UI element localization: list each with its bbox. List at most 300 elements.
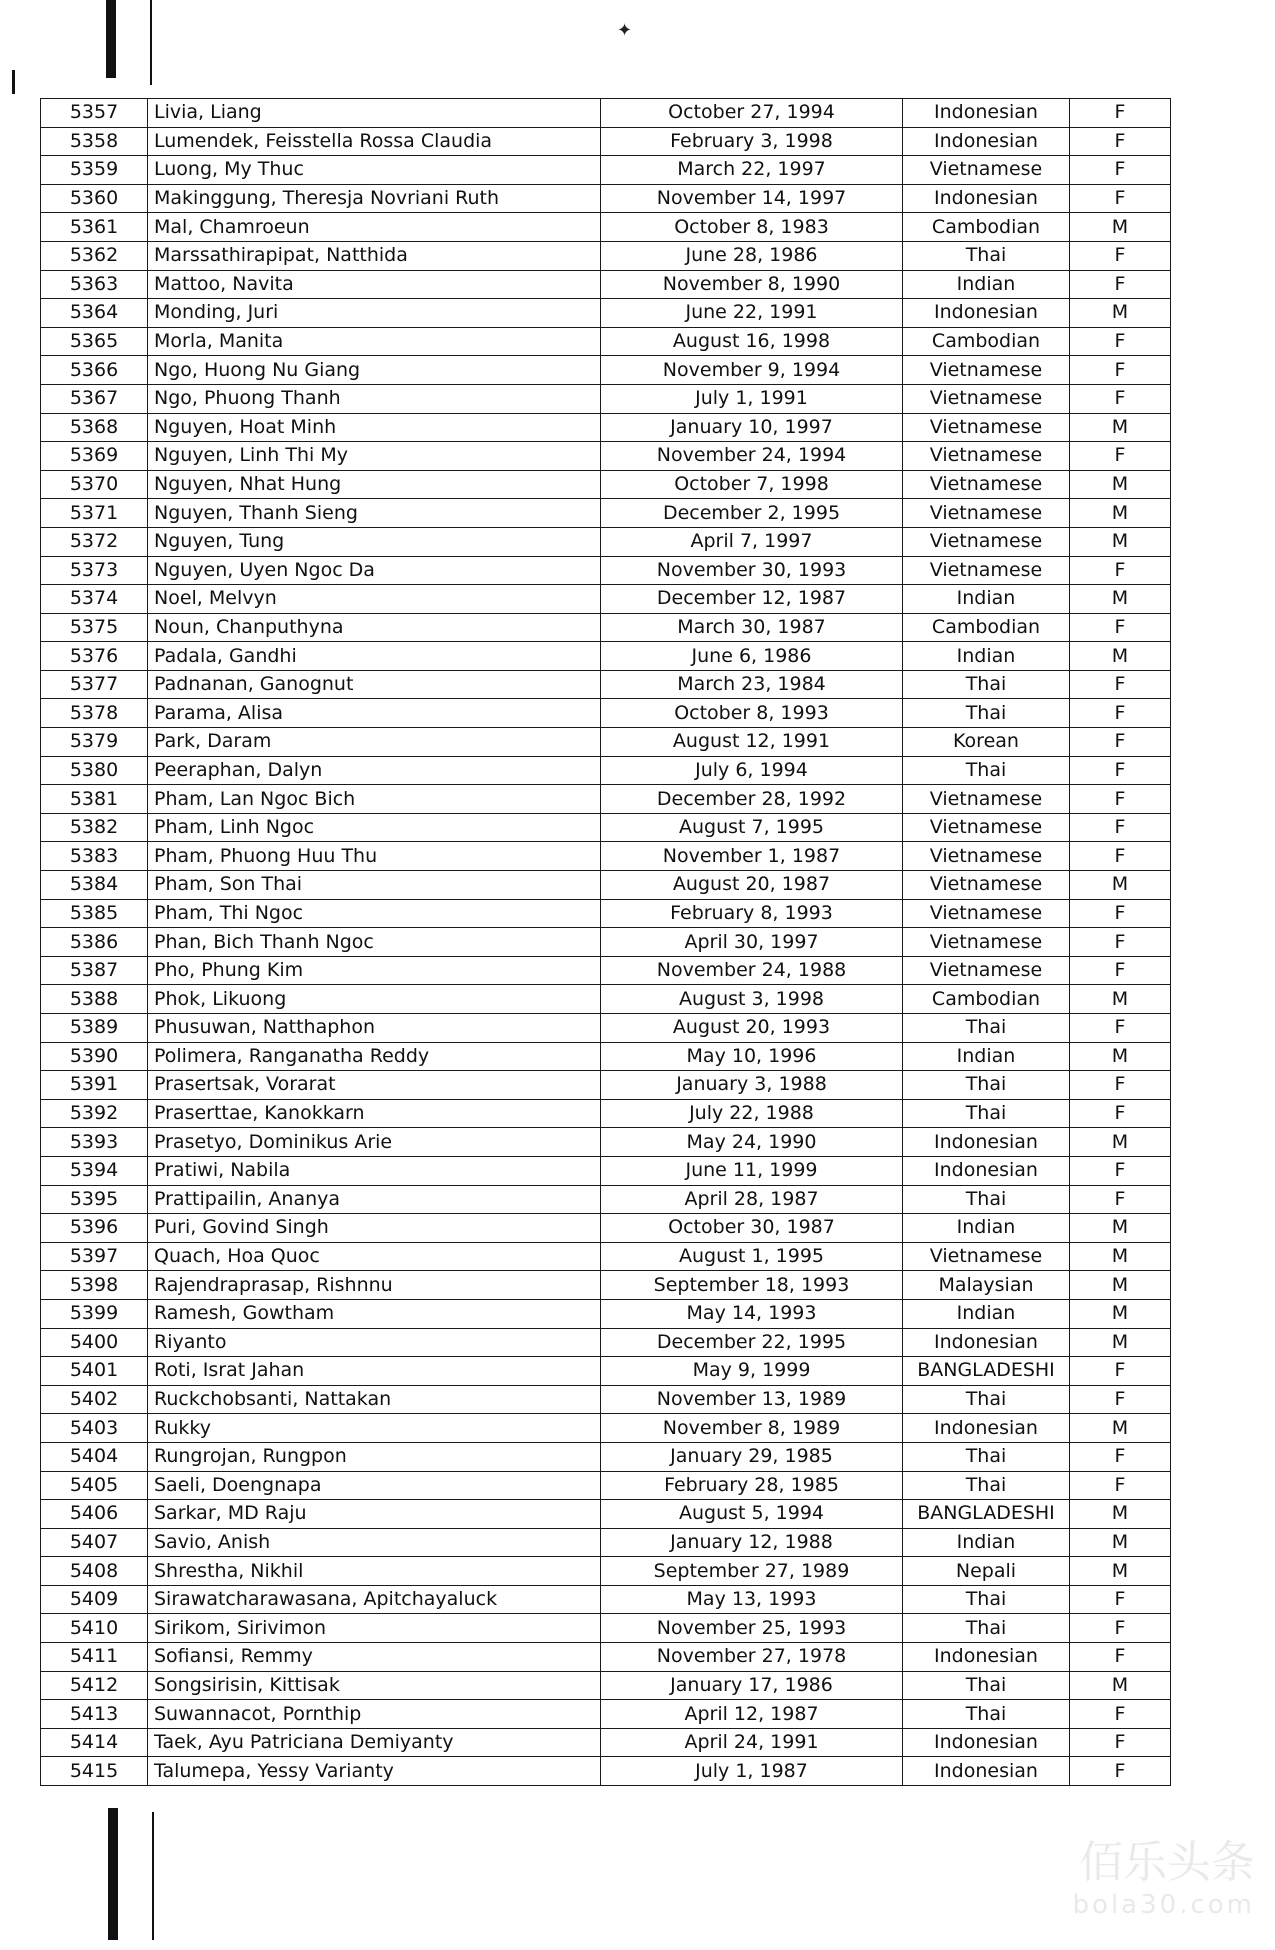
cell-name: Sirikom, Sirivimon [148, 1614, 601, 1643]
cell-nationality: Vietnamese [903, 785, 1070, 814]
cell-name: Savio, Anish [148, 1528, 601, 1557]
cell-sex: M [1070, 499, 1171, 528]
cell-name: Nguyen, Nhat Hung [148, 470, 601, 499]
cell-date-of-birth: January 29, 1985 [601, 1442, 903, 1471]
table-row [41, 1557, 1171, 1586]
cell-id: 5359 [41, 156, 148, 185]
cell-sex: F [1070, 1099, 1171, 1128]
cell-date-of-birth: December 2, 1995 [601, 499, 903, 528]
cell-date-of-birth: November 9, 1994 [601, 356, 903, 385]
cell-id: 5400 [41, 1328, 148, 1357]
cell-nationality: Vietnamese [903, 384, 1070, 413]
cell-nationality: Thai [903, 1099, 1070, 1128]
table-row [41, 871, 1171, 900]
cell-sex: F [1070, 842, 1171, 871]
cell-date-of-birth: August 12, 1991 [601, 728, 903, 757]
roster-table [40, 98, 1171, 1786]
cell-name: Rukky [148, 1414, 601, 1443]
cell-nationality: Thai [903, 1471, 1070, 1500]
cell-nationality: Indian [903, 270, 1070, 299]
cell-id: 5404 [41, 1442, 148, 1471]
cell-nationality: Vietnamese [903, 470, 1070, 499]
cell-id: 5384 [41, 871, 148, 900]
cell-sex: F [1070, 1585, 1171, 1614]
cell-date-of-birth: November 30, 1993 [601, 556, 903, 585]
cell-sex: F [1070, 670, 1171, 699]
cell-sex: F [1070, 1156, 1171, 1185]
cell-nationality: Indonesian [903, 1757, 1070, 1786]
table-row [41, 1671, 1171, 1700]
cell-sex: F [1070, 384, 1171, 413]
cell-name: Pham, Phuong Huu Thu [148, 842, 601, 871]
cell-id: 5402 [41, 1385, 148, 1414]
cell-date-of-birth: November 24, 1994 [601, 442, 903, 471]
cell-sex: F [1070, 327, 1171, 356]
cell-date-of-birth: November 8, 1990 [601, 270, 903, 299]
cell-date-of-birth: November 13, 1989 [601, 1385, 903, 1414]
cell-date-of-birth: July 22, 1988 [601, 1099, 903, 1128]
cell-nationality: Indian [903, 1299, 1070, 1328]
table-row [41, 1414, 1171, 1443]
cell-name: Pratiwi, Nabila [148, 1156, 601, 1185]
cell-nationality: Cambodian [903, 985, 1070, 1014]
cell-name: Lumendek, Feisstella Rossa Claudia [148, 127, 601, 156]
cell-name: Puri, Govind Singh [148, 1214, 601, 1243]
cell-name: Taek, Ayu Patriciana Demiyanty [148, 1728, 601, 1757]
cell-name: Noun, Chanputhyna [148, 613, 601, 642]
cell-sex: F [1070, 1385, 1171, 1414]
cell-nationality: Vietnamese [903, 871, 1070, 900]
cell-id: 5372 [41, 527, 148, 556]
table-row [41, 327, 1171, 356]
cell-sex: M [1070, 1500, 1171, 1529]
cell-name: Mal, Chamroeun [148, 213, 601, 242]
table-row [41, 1585, 1171, 1614]
table-row [41, 1271, 1171, 1300]
cell-date-of-birth: January 17, 1986 [601, 1671, 903, 1700]
cell-id: 5411 [41, 1643, 148, 1672]
table-row [41, 213, 1171, 242]
table-row [41, 613, 1171, 642]
table-row [41, 728, 1171, 757]
table-row [41, 99, 1171, 128]
table-row [41, 928, 1171, 957]
cell-name: Pham, Thi Ngoc [148, 899, 601, 928]
cell-id: 5413 [41, 1700, 148, 1729]
cell-nationality: Indonesian [903, 1156, 1070, 1185]
cell-nationality: Indian [903, 585, 1070, 614]
cell-sex: M [1070, 985, 1171, 1014]
cell-nationality: Indonesian [903, 1728, 1070, 1757]
cell-sex: F [1070, 1643, 1171, 1672]
cell-sex: M [1070, 1328, 1171, 1357]
cell-sex: F [1070, 1700, 1171, 1729]
cell-id: 5360 [41, 184, 148, 213]
cell-nationality: Cambodian [903, 613, 1070, 642]
cell-nationality: BANGLADESHI [903, 1357, 1070, 1386]
cell-nationality: Vietnamese [903, 899, 1070, 928]
table-row [41, 184, 1171, 213]
cell-date-of-birth: May 14, 1993 [601, 1299, 903, 1328]
cell-date-of-birth: April 24, 1991 [601, 1728, 903, 1757]
cell-date-of-birth: October 8, 1993 [601, 699, 903, 728]
cell-date-of-birth: December 12, 1987 [601, 585, 903, 614]
table-row [41, 1471, 1171, 1500]
cell-id: 5357 [41, 99, 148, 128]
cell-nationality: Indian [903, 1528, 1070, 1557]
cell-date-of-birth: September 18, 1993 [601, 1271, 903, 1300]
cell-nationality: Vietnamese [903, 413, 1070, 442]
cell-nationality: Thai [903, 1071, 1070, 1100]
cell-id: 5408 [41, 1557, 148, 1586]
cell-id: 5414 [41, 1728, 148, 1757]
cell-name: Riyanto [148, 1328, 601, 1357]
cell-nationality: Thai [903, 699, 1070, 728]
cell-nationality: Thai [903, 1185, 1070, 1214]
cell-date-of-birth: March 30, 1987 [601, 613, 903, 642]
cell-nationality: Nepali [903, 1557, 1070, 1586]
cell-id: 5370 [41, 470, 148, 499]
cell-sex: F [1070, 356, 1171, 385]
cell-date-of-birth: June 11, 1999 [601, 1156, 903, 1185]
cell-date-of-birth: August 5, 1994 [601, 1500, 903, 1529]
cell-name: Marssathirapipat, Natthida [148, 241, 601, 270]
cell-nationality: Thai [903, 756, 1070, 785]
cell-name: Roti, Israt Jahan [148, 1357, 601, 1386]
cell-date-of-birth: February 3, 1998 [601, 127, 903, 156]
cell-nationality: Korean [903, 728, 1070, 757]
cell-nationality: Indian [903, 1042, 1070, 1071]
cell-date-of-birth: June 22, 1991 [601, 299, 903, 328]
table-row [41, 1128, 1171, 1157]
cell-id: 5403 [41, 1414, 148, 1443]
cell-date-of-birth: September 27, 1989 [601, 1557, 903, 1586]
table-row [41, 299, 1171, 328]
cell-sex: F [1070, 928, 1171, 957]
cell-id: 5373 [41, 556, 148, 585]
cell-date-of-birth: June 28, 1986 [601, 241, 903, 270]
cell-name: Monding, Juri [148, 299, 601, 328]
cell-name: Quach, Hoa Quoc [148, 1242, 601, 1271]
watermark-logo [955, 1826, 1255, 1936]
cell-date-of-birth: November 8, 1989 [601, 1414, 903, 1443]
table-row [41, 956, 1171, 985]
scan-binding-mark-bottom [108, 1808, 118, 1940]
cell-nationality: Thai [903, 1671, 1070, 1700]
cell-sex: F [1070, 899, 1171, 928]
cell-name: Phan, Bich Thanh Ngoc [148, 928, 601, 957]
cell-id: 5406 [41, 1500, 148, 1529]
table-row [41, 985, 1171, 1014]
cell-id: 5380 [41, 756, 148, 785]
cell-sex: F [1070, 785, 1171, 814]
cell-date-of-birth: August 20, 1987 [601, 871, 903, 900]
scan-edge-tick [12, 70, 15, 94]
table-row [41, 384, 1171, 413]
cell-id: 5375 [41, 613, 148, 642]
cell-nationality: Indonesian [903, 1128, 1070, 1157]
cell-sex: F [1070, 756, 1171, 785]
cell-date-of-birth: June 6, 1986 [601, 642, 903, 671]
cell-id: 5407 [41, 1528, 148, 1557]
cell-sex: M [1070, 1042, 1171, 1071]
cell-id: 5374 [41, 585, 148, 614]
cell-date-of-birth: February 28, 1985 [601, 1471, 903, 1500]
cell-name: Nguyen, Linh Thi My [148, 442, 601, 471]
cell-sex: F [1070, 613, 1171, 642]
cell-sex: F [1070, 184, 1171, 213]
cell-date-of-birth: November 24, 1988 [601, 956, 903, 985]
roster-table-body [41, 99, 1171, 1786]
cell-id: 5397 [41, 1242, 148, 1271]
table-row [41, 1700, 1171, 1729]
cell-date-of-birth: May 13, 1993 [601, 1585, 903, 1614]
cell-nationality: Indian [903, 642, 1070, 671]
table-row [41, 470, 1171, 499]
cell-name: Mattoo, Navita [148, 270, 601, 299]
cell-name: Songsirisin, Kittisak [148, 1671, 601, 1700]
cell-id: 5365 [41, 327, 148, 356]
cell-date-of-birth: August 3, 1998 [601, 985, 903, 1014]
cell-name: Shrestha, Nikhil [148, 1557, 601, 1586]
cell-date-of-birth: October 30, 1987 [601, 1214, 903, 1243]
cell-date-of-birth: April 30, 1997 [601, 928, 903, 957]
table-row [41, 756, 1171, 785]
cell-name: Makinggung, Theresja Novriani Ruth [148, 184, 601, 213]
cell-sex: M [1070, 1271, 1171, 1300]
cell-name: Ngo, Huong Nu Giang [148, 356, 601, 385]
cell-name: Morla, Manita [148, 327, 601, 356]
cell-nationality: Malaysian [903, 1271, 1070, 1300]
cell-id: 5410 [41, 1614, 148, 1643]
cell-id: 5379 [41, 728, 148, 757]
cell-nationality: Cambodian [903, 213, 1070, 242]
cell-name: Polimera, Ranganatha Reddy [148, 1042, 601, 1071]
cell-sex: M [1070, 1557, 1171, 1586]
table-row [41, 785, 1171, 814]
cell-date-of-birth: October 7, 1998 [601, 470, 903, 499]
table-row [41, 1528, 1171, 1557]
cell-sex: F [1070, 1614, 1171, 1643]
cell-name: Rajendraprasap, Rishnnu [148, 1271, 601, 1300]
cell-nationality: Thai [903, 1585, 1070, 1614]
table-row [41, 1014, 1171, 1043]
cell-sex: F [1070, 728, 1171, 757]
cell-nationality: Vietnamese [903, 842, 1070, 871]
cell-id: 5386 [41, 928, 148, 957]
scan-binding-mark-top-thin [150, 0, 152, 85]
table-row [41, 442, 1171, 471]
cell-date-of-birth: August 20, 1993 [601, 1014, 903, 1043]
cell-name: Talumepa, Yessy Varianty [148, 1757, 601, 1786]
cell-name: Saeli, Doengnapa [148, 1471, 601, 1500]
cell-name: Prasertsak, Vorarat [148, 1071, 601, 1100]
table-row [41, 1328, 1171, 1357]
cell-id: 5391 [41, 1071, 148, 1100]
table-row [41, 1614, 1171, 1643]
cell-name: Praserttae, Kanokkarn [148, 1099, 601, 1128]
cell-id: 5382 [41, 813, 148, 842]
cell-name: Parama, Alisa [148, 699, 601, 728]
cell-date-of-birth: January 12, 1988 [601, 1528, 903, 1557]
cell-date-of-birth: December 22, 1995 [601, 1328, 903, 1357]
cell-sex: F [1070, 156, 1171, 185]
cell-date-of-birth: March 23, 1984 [601, 670, 903, 699]
cell-nationality: Vietnamese [903, 928, 1070, 957]
cell-date-of-birth: February 8, 1993 [601, 899, 903, 928]
table-row [41, 556, 1171, 585]
cell-id: 5395 [41, 1185, 148, 1214]
table-row [41, 1643, 1171, 1672]
table-row [41, 813, 1171, 842]
cell-sex: F [1070, 1757, 1171, 1786]
cell-nationality: Thai [903, 1700, 1070, 1729]
table-row [41, 1385, 1171, 1414]
cell-id: 5378 [41, 699, 148, 728]
cell-name: Rungrojan, Rungpon [148, 1442, 601, 1471]
cell-nationality: Thai [903, 670, 1070, 699]
table-row [41, 699, 1171, 728]
cell-name: Livia, Liang [148, 99, 601, 128]
cell-nationality: Vietnamese [903, 499, 1070, 528]
cell-sex: M [1070, 585, 1171, 614]
watermark-main-text: 佰乐头条 [1079, 1837, 1255, 1888]
scan-binding-mark-top [106, 0, 116, 78]
cell-id: 5392 [41, 1099, 148, 1128]
cell-id: 5394 [41, 1156, 148, 1185]
cell-sex: F [1070, 699, 1171, 728]
table-row [41, 413, 1171, 442]
table-row [41, 1099, 1171, 1128]
cell-sex: F [1070, 1471, 1171, 1500]
cell-id: 5361 [41, 213, 148, 242]
cell-name: Nguyen, Tung [148, 527, 601, 556]
cell-sex: M [1070, 527, 1171, 556]
cell-nationality: Vietnamese [903, 813, 1070, 842]
table-row [41, 842, 1171, 871]
cell-sex: F [1070, 270, 1171, 299]
cell-nationality: Thai [903, 1614, 1070, 1643]
cell-name: Nguyen, Hoat Minh [148, 413, 601, 442]
cell-date-of-birth: May 24, 1990 [601, 1128, 903, 1157]
scan-speck: ✦ [617, 20, 633, 41]
table-row [41, 527, 1171, 556]
cell-name: Phusuwan, Natthaphon [148, 1014, 601, 1043]
cell-sex: M [1070, 1414, 1171, 1443]
cell-nationality: Indonesian [903, 1328, 1070, 1357]
cell-sex: M [1070, 413, 1171, 442]
table-row [41, 356, 1171, 385]
cell-sex: M [1070, 1214, 1171, 1243]
cell-date-of-birth: August 16, 1998 [601, 327, 903, 356]
cell-date-of-birth: January 10, 1997 [601, 413, 903, 442]
table-row [41, 1242, 1171, 1271]
table-row [41, 1757, 1171, 1786]
cell-sex: F [1070, 1728, 1171, 1757]
table-row [41, 1042, 1171, 1071]
table-row [41, 127, 1171, 156]
table-row [41, 1728, 1171, 1757]
cell-nationality: Vietnamese [903, 1242, 1070, 1271]
cell-sex: M [1070, 1128, 1171, 1157]
cell-date-of-birth: January 3, 1988 [601, 1071, 903, 1100]
cell-date-of-birth: November 27, 1978 [601, 1643, 903, 1672]
cell-name: Prasetyo, Dominikus Arie [148, 1128, 601, 1157]
table-row [41, 899, 1171, 928]
cell-name: Peeraphan, Dalyn [148, 756, 601, 785]
cell-date-of-birth: July 6, 1994 [601, 756, 903, 785]
cell-nationality: BANGLADESHI [903, 1500, 1070, 1529]
cell-id: 5393 [41, 1128, 148, 1157]
cell-name: Ngo, Phuong Thanh [148, 384, 601, 413]
cell-name: Ruckchobsanti, Nattakan [148, 1385, 601, 1414]
cell-nationality: Thai [903, 1014, 1070, 1043]
cell-sex: M [1070, 871, 1171, 900]
table-row [41, 642, 1171, 671]
cell-id: 5398 [41, 1271, 148, 1300]
cell-name: Park, Daram [148, 728, 601, 757]
cell-nationality: Indonesian [903, 127, 1070, 156]
cell-id: 5390 [41, 1042, 148, 1071]
cell-id: 5385 [41, 899, 148, 928]
cell-name: Suwannacot, Pornthip [148, 1700, 601, 1729]
cell-date-of-birth: May 10, 1996 [601, 1042, 903, 1071]
cell-name: Sarkar, MD Raju [148, 1500, 601, 1529]
cell-id: 5376 [41, 642, 148, 671]
cell-id: 5401 [41, 1357, 148, 1386]
table-row [41, 1357, 1171, 1386]
cell-sex: F [1070, 556, 1171, 585]
cell-name: Pham, Linh Ngoc [148, 813, 601, 842]
cell-date-of-birth: July 1, 1991 [601, 384, 903, 413]
watermark-sub-text: bola30.com [1072, 1890, 1255, 1920]
cell-name: Phok, Likuong [148, 985, 601, 1014]
cell-nationality: Indonesian [903, 184, 1070, 213]
cell-id: 5396 [41, 1214, 148, 1243]
cell-name: Sofiansi, Remmy [148, 1643, 601, 1672]
cell-name: Ramesh, Gowtham [148, 1299, 601, 1328]
cell-sex: F [1070, 1014, 1171, 1043]
cell-id: 5415 [41, 1757, 148, 1786]
cell-id: 5369 [41, 442, 148, 471]
cell-id: 5412 [41, 1671, 148, 1700]
table-row [41, 1214, 1171, 1243]
cell-name: Pho, Phung Kim [148, 956, 601, 985]
cell-id: 5368 [41, 413, 148, 442]
cell-name: Pham, Lan Ngoc Bich [148, 785, 601, 814]
cell-name: Prattipailin, Ananya [148, 1185, 601, 1214]
cell-name: Nguyen, Uyen Ngoc Da [148, 556, 601, 585]
cell-id: 5358 [41, 127, 148, 156]
cell-sex: F [1070, 442, 1171, 471]
table-row [41, 1442, 1171, 1471]
cell-date-of-birth: April 7, 1997 [601, 527, 903, 556]
cell-sex: F [1070, 813, 1171, 842]
cell-nationality: Vietnamese [903, 527, 1070, 556]
cell-nationality: Thai [903, 1385, 1070, 1414]
cell-nationality: Indonesian [903, 1643, 1070, 1672]
cell-id: 5363 [41, 270, 148, 299]
cell-sex: M [1070, 299, 1171, 328]
cell-sex: F [1070, 1185, 1171, 1214]
cell-sex: F [1070, 241, 1171, 270]
cell-id: 5399 [41, 1299, 148, 1328]
cell-id: 5381 [41, 785, 148, 814]
cell-date-of-birth: November 25, 1993 [601, 1614, 903, 1643]
cell-id: 5371 [41, 499, 148, 528]
cell-sex: F [1070, 1357, 1171, 1386]
cell-id: 5389 [41, 1014, 148, 1043]
